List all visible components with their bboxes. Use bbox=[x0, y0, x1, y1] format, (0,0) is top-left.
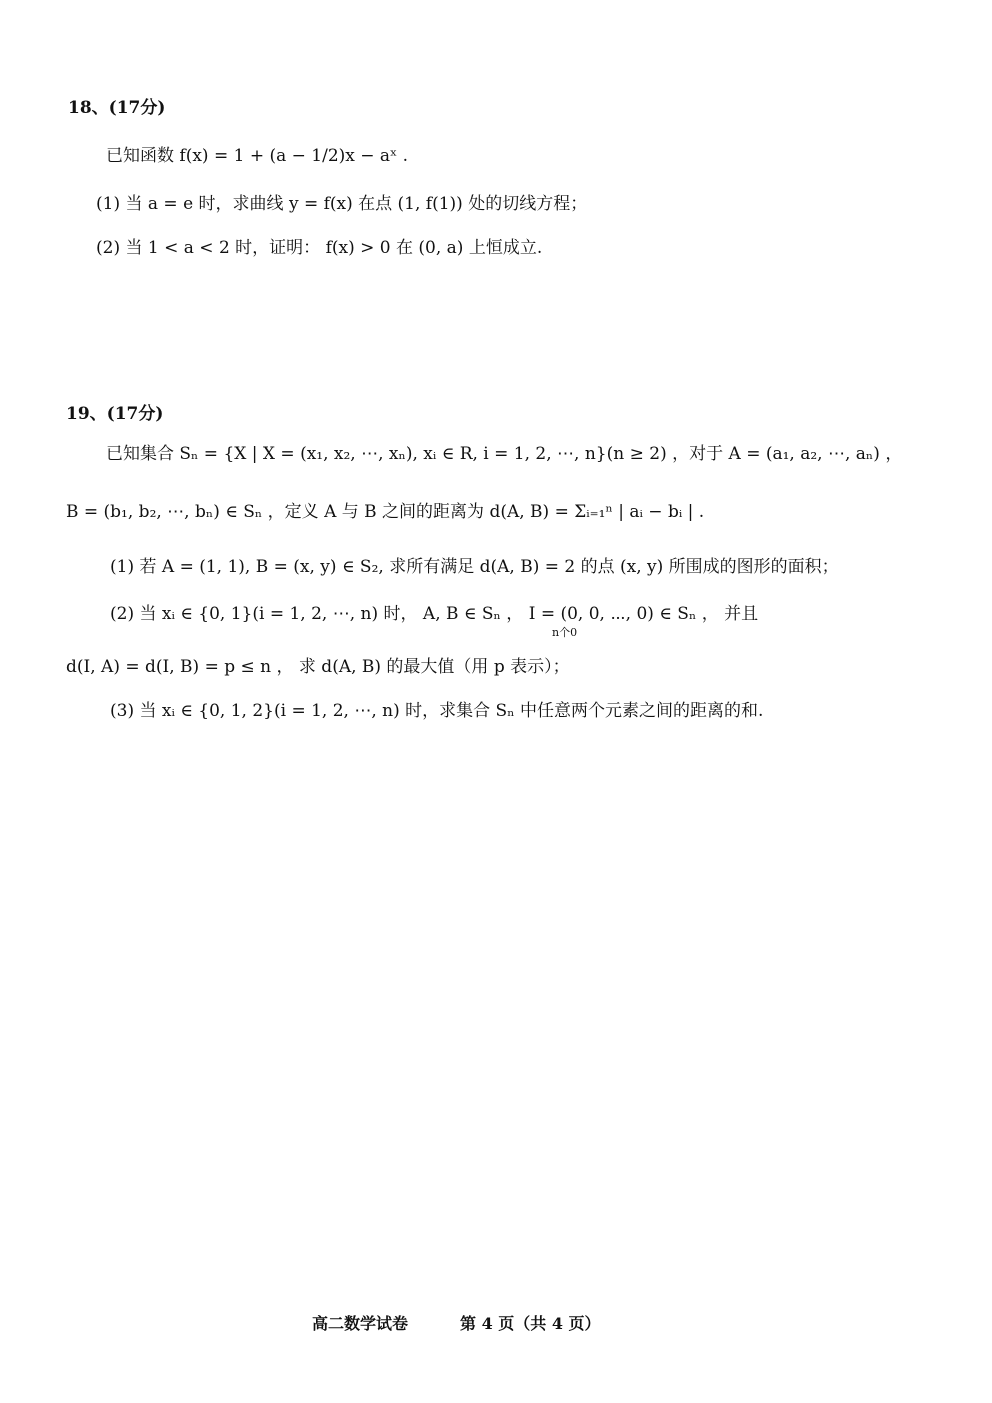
q19-part2-line1: (2) 当 xᵢ ∈ {0, 1}(i = 1, 2, ⋯, n) 时， A, B ∈ Sₙ ， I = (0, 0, ⋯, 0) ∈ Sₙ ， 并且 bbox=[110, 604, 759, 624]
q19-part1: (1) 若 A = (1, 1), B = (x, y) ∈ S₂, 求所有满足 d(A, B) = 2 的点 (x, y) 所围成的图形的面积； bbox=[110, 557, 839, 577]
footer-title: 高二数学试卷 bbox=[312, 1314, 409, 1333]
q18-part1: (1) 当 a = e 时，求曲线 y = f(x) 在点 (1, f(1)) 处的切线方程； bbox=[96, 194, 588, 214]
q19-part2-line2: d(I, A) = d(I, B) = p ≤ n ， 求 d(A, B) 的最大值（用 p 表示）； bbox=[66, 657, 570, 677]
q18-part2: (2) 当 1 < a < 2 时，证明： f(x) > 0 在 (0, a) 上恒成立. bbox=[96, 238, 543, 258]
q18-heading: 18、(17分) bbox=[68, 98, 166, 118]
q19-underbrace-label: n个0 bbox=[552, 626, 578, 639]
footer-page-number: 第 4 页（共 4 页） bbox=[460, 1314, 601, 1333]
q19-heading: 19、(17分) bbox=[66, 404, 164, 424]
q19-part3: (3) 当 xᵢ ∈ {0, 1, 2}(i = 1, 2, ⋯, n) 时，求集合 Sₙ 中任意两个元素之间的距离的和. bbox=[110, 701, 764, 721]
q19-stem-line1: 已知集合 Sₙ = {X | X = (x₁, x₂, ⋯, xₙ), xᵢ ∈ R, i = 1, 2, ⋯, n}(n ≥ 2) ，对于 A = (a₁, a₂, ⋯, aₙ) ， bbox=[106, 444, 903, 464]
q18-stem: 已知函数 f(x) = 1 + (a − 1/2)x − aˣ . bbox=[106, 146, 409, 166]
q19-stem-line2: B = (b₁, b₂, ⋯, bₙ) ∈ Sₙ ，定义 A 与 B 之间的距离为 d(A, B) = Σᵢ₌₁ⁿ | aᵢ − bᵢ | . bbox=[66, 502, 705, 522]
